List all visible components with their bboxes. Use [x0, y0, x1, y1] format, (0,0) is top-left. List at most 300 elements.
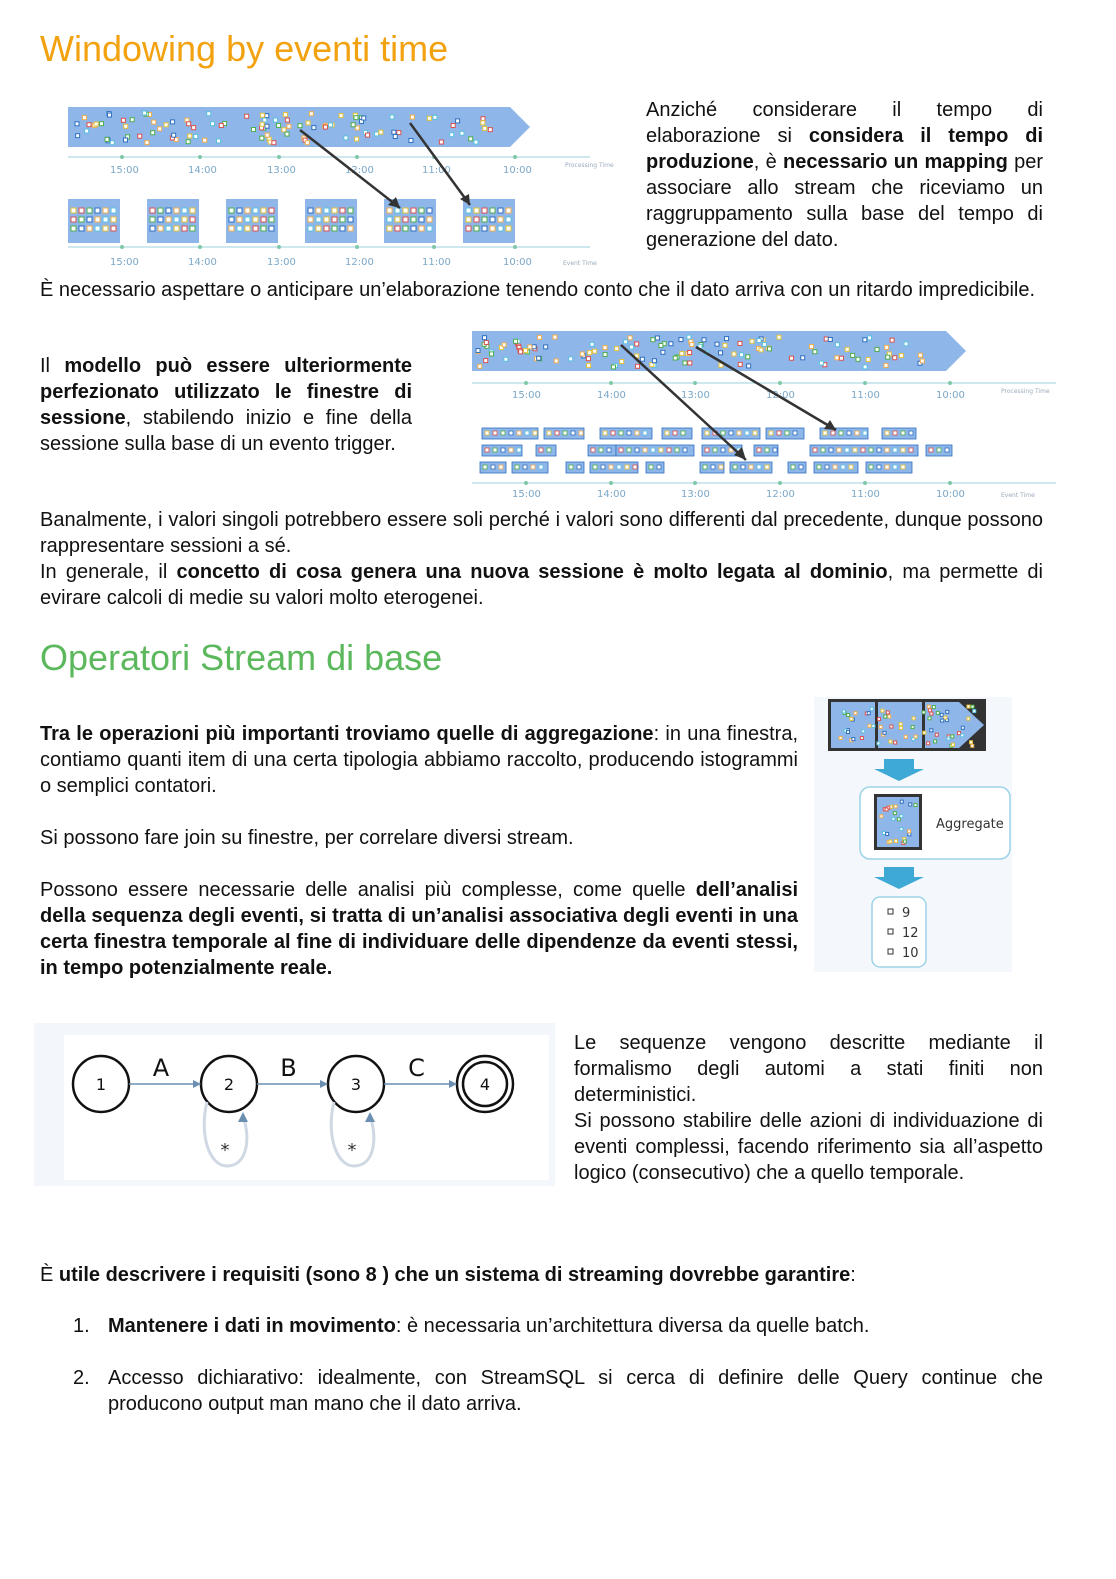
paragraph-intro — [646, 97, 1043, 253]
event-dot — [880, 815, 883, 818]
event-dot — [769, 431, 773, 435]
event-dot — [485, 431, 489, 435]
event-dot — [245, 114, 249, 118]
figure-aggregate — [814, 697, 1012, 972]
event-dot — [903, 840, 906, 843]
event-dot — [897, 818, 900, 821]
event-dot — [82, 116, 86, 120]
event-dot — [395, 226, 400, 231]
event-dot — [151, 131, 155, 135]
processing-tick-label: 10:00 — [503, 165, 532, 176]
event-dot — [835, 356, 839, 360]
event-dot — [893, 465, 897, 469]
event-dot — [95, 226, 100, 231]
event-dot — [164, 123, 168, 127]
event-dot — [390, 115, 394, 119]
event-dot — [460, 131, 464, 135]
event-dot — [190, 226, 195, 231]
event-dot — [845, 347, 849, 351]
section-title-windowing: Windowing by eventi time — [40, 28, 449, 69]
event-dot — [877, 742, 880, 745]
event-dot — [403, 217, 408, 222]
event-dot — [961, 734, 964, 737]
event-dot — [767, 347, 771, 351]
section-title-operators: Operatori Stream di base — [40, 637, 443, 678]
axis-tick — [693, 381, 697, 385]
event-dot — [850, 717, 853, 720]
event-dot — [483, 336, 487, 340]
event-dot — [934, 740, 937, 743]
event-dot — [577, 465, 581, 469]
event-dot — [174, 226, 179, 231]
event-dot — [847, 431, 851, 435]
counter-value: 9 — [902, 906, 911, 921]
processing-tick-label: 13:00 — [681, 390, 710, 401]
event-dot — [339, 114, 343, 118]
event-dot — [675, 448, 679, 452]
axis-tick — [778, 381, 782, 385]
axis-tick — [524, 481, 528, 485]
event-dot — [890, 338, 894, 342]
event-dot — [669, 342, 673, 346]
event-dot — [348, 217, 353, 222]
event-dot — [517, 448, 521, 452]
event-dot — [824, 337, 828, 341]
event-dot — [237, 217, 242, 222]
event-dot — [603, 346, 607, 350]
event-dot — [869, 465, 873, 469]
event-dot — [593, 465, 597, 469]
text: : è necessaria un’architettura diversa da quelle batch. — [395, 1315, 870, 1337]
event-dot — [409, 138, 413, 142]
event-dot — [269, 217, 274, 222]
event-dot — [190, 208, 195, 213]
event-dot — [603, 431, 607, 435]
event-dot — [740, 353, 744, 357]
axis-tick — [524, 381, 528, 385]
state-label: 1 — [95, 1075, 107, 1094]
event-dot — [569, 357, 573, 361]
event-dot — [355, 126, 359, 130]
axis-tick — [693, 481, 697, 485]
event-dot — [485, 448, 489, 452]
event-dot — [762, 342, 766, 346]
counter-value: 12 — [902, 926, 919, 941]
event-dot — [881, 709, 884, 712]
event-dot — [894, 805, 897, 808]
event-dot — [272, 141, 276, 145]
event-dot — [466, 226, 471, 231]
event-dot — [506, 208, 511, 213]
event-dot — [265, 114, 269, 118]
event-dot — [690, 343, 694, 347]
event-dot — [601, 465, 605, 469]
event-dot — [138, 134, 142, 138]
event-dot — [474, 217, 479, 222]
event-dot — [929, 448, 933, 452]
event-tick-label: 14:00 — [597, 489, 626, 500]
event-dot — [203, 138, 207, 142]
event-dot — [410, 115, 414, 119]
event-dot — [947, 737, 950, 740]
event-dot — [484, 340, 488, 344]
event-dot — [537, 356, 541, 360]
event-dot — [158, 217, 163, 222]
event-dot — [308, 208, 313, 213]
event-dot — [351, 123, 355, 127]
event-dot — [306, 121, 310, 125]
event-dot — [427, 226, 432, 231]
event-dot — [833, 465, 837, 469]
event-tick-label: 10:00 — [503, 257, 532, 268]
event-dot — [237, 226, 242, 231]
event-dot — [251, 128, 255, 132]
event-dot — [493, 448, 497, 452]
axis-tick — [609, 481, 613, 485]
list-item — [73, 1313, 1043, 1343]
paragraph-actions: Si possono stabilire delle azioni di individuazione di eventi complessi, facendo riferimento sia all’aspetto logico (consecutivo) che a quello temporale. — [574, 1110, 1043, 1184]
event-dot — [944, 716, 947, 719]
event-dot — [835, 343, 839, 347]
event-dot — [723, 343, 727, 347]
event-dot — [569, 465, 573, 469]
event-dot — [587, 363, 591, 367]
event-dot — [936, 711, 939, 714]
text: , ma permette di evirare calcoli di medie su valori molto eterogenei. — [40, 561, 1043, 609]
event-dot — [474, 226, 479, 231]
paragraph-complex — [40, 877, 798, 981]
event-dot — [87, 123, 91, 127]
event-dot — [935, 733, 938, 736]
event-dot — [482, 226, 487, 231]
list-text — [108, 1365, 1043, 1417]
event-dot — [253, 226, 258, 231]
event-dot — [847, 713, 850, 716]
event-dot — [285, 118, 289, 122]
event-dot — [260, 136, 264, 140]
event-dot — [867, 336, 871, 340]
aggregate-diagram — [814, 697, 1012, 972]
event-dot — [732, 352, 736, 356]
event-dot — [506, 226, 511, 231]
loop-label: * — [347, 1140, 357, 1161]
event-dot — [923, 731, 926, 734]
event-dot — [819, 361, 823, 365]
event-dot — [553, 335, 557, 339]
event-dot — [813, 448, 817, 452]
event-dot — [643, 448, 647, 452]
event-dot — [571, 431, 575, 435]
event-dot — [171, 120, 175, 124]
event-dot — [142, 111, 146, 115]
event-dot — [103, 217, 108, 222]
axis-tick — [432, 245, 436, 249]
event-dot — [273, 118, 277, 122]
text-bold: necessario un mapping — [783, 151, 1008, 173]
paragraph-session — [40, 353, 412, 457]
event-dot — [328, 123, 332, 127]
processing-tick-label: 10:00 — [936, 390, 965, 401]
event-dot — [912, 717, 915, 720]
figure-event-time-windows — [60, 95, 620, 270]
event-dot — [750, 339, 754, 343]
event-dot — [967, 717, 970, 720]
event-dot — [188, 134, 192, 138]
event-dot — [547, 431, 551, 435]
event-dot — [900, 800, 903, 803]
event-dot — [839, 356, 843, 360]
event-dot — [932, 706, 935, 709]
event-dot — [245, 217, 250, 222]
event-tick-label: 12:00 — [766, 489, 795, 500]
event-dot — [909, 448, 913, 452]
event-dot — [166, 208, 171, 213]
event-dot — [909, 803, 912, 806]
event-dot — [687, 335, 691, 339]
axis-tick — [355, 155, 359, 159]
state-label: 3 — [350, 1075, 362, 1094]
event-dot — [892, 817, 895, 820]
event-dot — [627, 448, 631, 452]
event-dot — [348, 226, 353, 231]
event-dot — [918, 353, 922, 357]
event-dot — [308, 217, 313, 222]
transition-label: A — [152, 1054, 170, 1082]
event-dot — [773, 448, 777, 452]
processing-tick-label: 12:00 — [345, 165, 374, 176]
event-dot — [599, 448, 603, 452]
event-dot — [150, 217, 155, 222]
event-dot — [619, 431, 623, 435]
event-dot — [219, 124, 223, 128]
event-dot — [539, 448, 543, 452]
event-dot — [379, 130, 383, 134]
event-dot — [111, 208, 116, 213]
event-time-label: Event Time — [1001, 492, 1035, 499]
event-dot — [841, 465, 845, 469]
event-dot — [839, 431, 843, 435]
paragraph-wait: È necessario aspettare o anticipare un’elaborazione tenendo conto che il dato arriva con un ritardo impredicibile. — [40, 279, 1036, 301]
text: : in una finestra, contiamo quanti item di una certa tipologia abbiamo raccolto, producendo istogrammi o semplici contatori. — [40, 723, 798, 797]
event-dot — [261, 208, 266, 213]
axis-tick — [277, 155, 281, 159]
event-dot — [799, 465, 803, 469]
event-dot — [967, 705, 970, 708]
aggregate-window — [877, 797, 919, 847]
event-dot — [488, 128, 492, 132]
event-dot — [823, 431, 827, 435]
event-dot — [393, 134, 397, 138]
event-dot — [186, 140, 190, 144]
state-label: 4 — [479, 1075, 491, 1094]
event-dot — [884, 363, 888, 367]
event-dot — [863, 338, 867, 342]
event-dot — [152, 120, 156, 124]
event-dot — [182, 208, 187, 213]
event-dot — [229, 217, 234, 222]
processing-tick-label: 11:00 — [851, 390, 880, 401]
event-dot — [889, 740, 892, 743]
event-dot — [847, 730, 850, 733]
event-dot — [624, 340, 628, 344]
event-tick-label: 15:00 — [110, 257, 139, 268]
text: : — [850, 1264, 856, 1286]
event-dot — [174, 217, 179, 222]
event-dot — [111, 226, 116, 231]
event-dot — [837, 448, 841, 452]
event-tick-label: 14:00 — [188, 257, 217, 268]
event-dot — [733, 465, 737, 469]
event-dot — [665, 431, 669, 435]
text-bold: modello può essere ulteriormente perfezionato utilizzato le finestre di sessione — [40, 355, 412, 429]
event-dot — [344, 136, 348, 140]
event-dot — [757, 448, 761, 452]
event-dot — [411, 217, 416, 222]
event-dot — [504, 357, 508, 361]
event-dot — [680, 351, 684, 355]
event-dot — [348, 208, 353, 213]
event-dot — [207, 112, 211, 116]
event-dot — [483, 126, 487, 130]
event-dot — [554, 359, 558, 363]
event-dot — [607, 448, 611, 452]
event-dot — [110, 141, 114, 145]
event-dot — [914, 735, 917, 738]
event-dot — [411, 226, 416, 231]
event-dot — [899, 726, 902, 729]
event-dot — [901, 431, 905, 435]
event-dot — [427, 217, 432, 222]
event-dot — [245, 208, 250, 213]
event-dot — [635, 448, 639, 452]
event-dot — [899, 723, 902, 726]
event-dot — [509, 431, 513, 435]
event-dot — [182, 217, 187, 222]
event-dot — [265, 133, 269, 137]
event-dot — [937, 448, 941, 452]
event-dot — [71, 217, 76, 222]
event-dot — [899, 354, 903, 358]
event-tick-label: 11:00 — [851, 489, 880, 500]
axis-tick — [863, 381, 867, 385]
event-dot — [123, 138, 127, 142]
paragraph-sequences: Le sequenze vengono descritte mediante il formalismo degli automi a stati finiti non deterministici. — [574, 1032, 1043, 1106]
event-dot — [746, 355, 750, 359]
event-dot — [498, 226, 503, 231]
event-dot — [970, 741, 973, 744]
event-dot — [525, 431, 529, 435]
event-dot — [145, 141, 149, 145]
event-dot — [411, 208, 416, 213]
event-dot — [99, 122, 103, 126]
event-dot — [883, 831, 886, 834]
axis-tick — [513, 245, 517, 249]
event-dot — [888, 715, 891, 718]
event-dot — [737, 431, 741, 435]
event-tick-label: 15:00 — [512, 489, 541, 500]
event-dot — [957, 732, 960, 735]
event-dot — [532, 345, 536, 349]
event-dot — [900, 815, 903, 818]
event-dot — [591, 448, 595, 452]
event-dot — [466, 217, 471, 222]
event-dot — [95, 217, 100, 222]
event-dot — [403, 208, 408, 213]
axis-tick — [948, 481, 952, 485]
event-dot — [392, 130, 396, 134]
event-dot — [499, 465, 503, 469]
counter-value: 10 — [902, 946, 919, 961]
event-dot — [649, 465, 653, 469]
event-dot — [909, 431, 913, 435]
event-dot — [403, 226, 408, 231]
event-dot — [845, 448, 849, 452]
event-dot — [528, 345, 532, 349]
event-dot — [387, 217, 392, 222]
event-dot — [158, 208, 163, 213]
event-dot — [506, 217, 511, 222]
event-dot — [651, 448, 655, 452]
event-dot — [217, 139, 221, 143]
axis-tick — [120, 155, 124, 159]
event-dot — [868, 724, 871, 727]
paragraph-aggregation — [40, 721, 798, 799]
event-dot — [192, 126, 196, 130]
event-dot — [103, 208, 108, 213]
text-bold: Tra le operazioni più importanti troviamo quelle di aggregazione — [40, 723, 654, 745]
event-dot — [853, 448, 857, 452]
event-dot — [427, 208, 432, 213]
event-dot — [922, 711, 925, 714]
event-dot — [482, 217, 487, 222]
event-dot — [523, 349, 527, 353]
event-dot — [625, 465, 629, 469]
event-time-label: Event Time — [563, 260, 597, 267]
event-dot — [124, 124, 128, 128]
event-dot — [87, 226, 92, 231]
event-dot — [261, 217, 266, 222]
event-dot — [482, 208, 487, 213]
event-dot — [785, 431, 789, 435]
event-dot — [702, 338, 706, 342]
event-dot — [433, 115, 437, 119]
event-dot — [640, 357, 644, 361]
event-dot — [514, 339, 518, 343]
event-dot — [366, 133, 370, 137]
event-dot — [419, 226, 424, 231]
event-dot — [439, 140, 443, 144]
event-dot — [517, 431, 521, 435]
event-dot — [312, 126, 316, 130]
counter-icon — [888, 929, 893, 934]
axis-tick — [948, 381, 952, 385]
event-dot — [79, 217, 84, 222]
event-dot — [862, 730, 865, 733]
event-dot — [940, 713, 943, 716]
event-dot — [793, 431, 797, 435]
text-bold: utile descrivere i requisiti (sono 8 ) che un sistema di streaming dovrebbe garantire — [58, 1264, 851, 1286]
event-dot — [856, 357, 860, 361]
event-dot — [951, 743, 954, 746]
event-dot — [490, 208, 495, 213]
event-dot — [643, 431, 647, 435]
event-dot — [354, 116, 358, 120]
axis-tick — [120, 245, 124, 249]
event-dot — [478, 364, 482, 368]
event-dot — [878, 718, 881, 721]
event-dot — [869, 448, 873, 452]
event-dot — [253, 217, 258, 222]
